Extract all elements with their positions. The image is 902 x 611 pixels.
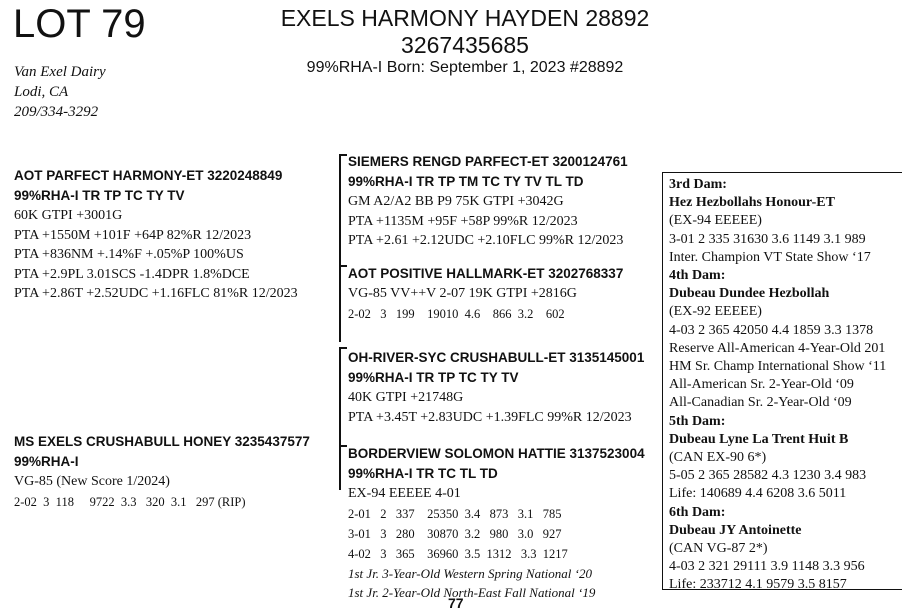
dam-dam-record: 3-01 3 280 30870 3.2 980 3.0 927: [348, 526, 562, 541]
animal-registration: 3267435685: [401, 32, 529, 58]
dam-lineage-heading: 4th Dam:: [669, 268, 726, 284]
dam-bracket-line: [339, 347, 341, 490]
dam-lineage-line: 4-03 2 321 29111 3.9 1148 3.3 956: [669, 559, 865, 575]
sire-sire-reg: 99%RHA-I TR TP TM TC TY TV TL TD: [348, 174, 584, 189]
sire-line: PTA +836NM +.14%F +.05%P 100%US: [14, 247, 244, 262]
dam-name: MS EXELS CRUSHABULL HONEY 3235437577: [14, 434, 310, 449]
owner-info: [14, 62, 106, 122]
dam-lineage-name: Dubeau JY Antoinette: [669, 522, 802, 538]
dam-lineage-name: Hez Hezbollahs Honour-ET: [669, 195, 835, 211]
dam-dam-achievement: 1st Jr. 2-Year-Old North-East Fall National ‘19: [348, 584, 596, 600]
dam-dam-record: 4-02 3 365 36960 3.5 1312 3.3 1217: [348, 546, 568, 561]
dam-sire-line: 40K GTPI +21748G: [348, 390, 464, 405]
owner-city: Lodi, CA: [14, 84, 69, 100]
dam-lineage-line: (CAN EX-90 6*): [669, 450, 767, 466]
dam-sire-reg: 99%RHA-I TR TP TC TY TV: [348, 370, 519, 385]
dam-lineage-line: Life: 140689 4.4 6208 3.6 5011: [669, 486, 847, 502]
dam-lineage-name: Dubeau Dundee Hezbollah: [669, 286, 830, 302]
animal-subtitle: 99%RHA-I Born: September 1, 2023 #28892: [306, 59, 624, 76]
dam-dam-block: [348, 444, 645, 602]
dam-lineage-line: HM Sr. Champ International Show ‘11: [669, 359, 887, 375]
dam-lineage-heading: 5th Dam:: [669, 413, 726, 429]
dam-sire-name: OH-RIVER-SYC CRUSHABULL-ET 3135145001: [348, 350, 645, 365]
dam-dam-name: BORDERVIEW SOLOMON HATTIE 3137523004: [348, 446, 645, 461]
sire-bracket-mid: [339, 265, 347, 267]
dam-reg: 99%RHA-I: [14, 454, 79, 469]
dam-lineage-line: 4-03 2 365 42050 4.4 1859 3.3 1378: [669, 322, 874, 338]
dam-lineage-line: Reserve All-American 4-Year-Old 201: [669, 340, 886, 356]
sire-block: [14, 166, 298, 304]
sire-dam-record: 2-02 3 199 19010 4.6 866 3.2 602: [348, 306, 565, 321]
sire-sire-line: GM A2/A2 BB P9 75K GTPI +3042G: [348, 194, 564, 209]
owner-phone: 209/334-3292: [14, 104, 99, 120]
lot-number: LOT 79: [13, 2, 146, 46]
sire-dam-name: AOT POSITIVE HALLMARK-ET 3202768337: [348, 266, 624, 281]
page-number: 77: [448, 595, 464, 611]
dam-bracket-top: [339, 347, 347, 349]
dam-lineage-line: Inter. Champion VT State Show ‘17: [669, 249, 871, 265]
dam-bracket-mid: [339, 445, 347, 447]
sire-name: AOT PARFECT HARMONY-ET 3220248849: [14, 168, 283, 183]
dam-record: 2-02 3 118 9722 3.3 320 3.1 297 (RIP): [14, 494, 246, 509]
sire-sire-name: SIEMERS RENGD PARFECT-ET 3200124761: [348, 154, 628, 169]
sire-bracket-line: [339, 154, 341, 342]
sire-line: 60K GTPI +3001G: [14, 208, 123, 223]
sire-line: PTA +1550M +101F +64P 82%R 12/2023: [14, 227, 252, 243]
dam-lineage-name: Dubeau Lyne La Trent Huit B: [669, 431, 849, 447]
owner-name: Van Exel Dairy: [14, 64, 106, 80]
dam-lineage-heading: 6th Dam:: [669, 504, 726, 520]
dam-line: VG-85 (New Score 1/2024): [14, 474, 170, 489]
dam-dam-record: 2-01 2 337 25350 3.4 873 3.1 785: [348, 506, 562, 521]
dam-dam-reg: 99%RHA-I TR TC TL TD: [348, 466, 498, 481]
dam-lineage-line: 5-05 2 365 28582 4.3 1230 3.4 983: [669, 468, 867, 484]
sire-line: PTA +2.86T +2.52UDC +1.16FLC 81%R 12/2023: [14, 286, 298, 301]
sire-line: PTA +2.9PL 3.01SCS -1.4DPR 1.8%DCE: [14, 266, 250, 282]
animal-name: EXELS HARMONY HAYDEN 28892: [280, 5, 650, 31]
sire-sire-line: PTA +2.61 +2.12UDC +2.10FLC 99%R 12/2023: [348, 233, 624, 248]
sire-sire-block: [348, 152, 628, 251]
dam-sire-block: [348, 348, 644, 427]
maternal-line-box: [662, 172, 902, 590]
sire-reg: 99%RHA-I TR TP TC TY TV: [14, 188, 185, 203]
dam-lineage-line: Life: 233712 4.1 9579 3.5 8157: [669, 577, 847, 590]
sire-dam-line: VG-85 VV++V 2-07 19K GTPI +2816G: [348, 286, 577, 301]
dam-block: [14, 432, 310, 512]
dam-lineage-line: (EX-94 EEEEE): [669, 213, 762, 229]
dam-lineage-line: (EX-92 EEEEE): [669, 304, 762, 320]
dam-lineage-line: 3-01 2 335 31630 3.6 1149 3.1 989: [669, 231, 866, 247]
sire-sire-line: PTA +1135M +95F +58P 99%R 12/2023: [348, 213, 578, 229]
dam-lineage-line: All-Canadian Sr. 2-Year-Old ‘09: [669, 395, 852, 411]
sire-bracket-top: [339, 154, 347, 156]
dam-lineage-heading: 3rd Dam:: [669, 177, 727, 192]
dam-dam-achievement: 1st Jr. 3-Year-Old Western Spring National ‘20: [348, 565, 592, 581]
dam-lineage-line: All-American Sr. 2-Year-Old ‘09: [669, 377, 854, 393]
sire-dam-block: [348, 264, 623, 324]
dam-sire-line: PTA +3.45T +2.83UDC +1.39FLC 99%R 12/2023: [348, 409, 632, 425]
dam-lineage-line: (CAN VG-87 2*): [669, 541, 768, 557]
dam-dam-line: EX-94 EEEEE 4-01: [348, 486, 461, 501]
